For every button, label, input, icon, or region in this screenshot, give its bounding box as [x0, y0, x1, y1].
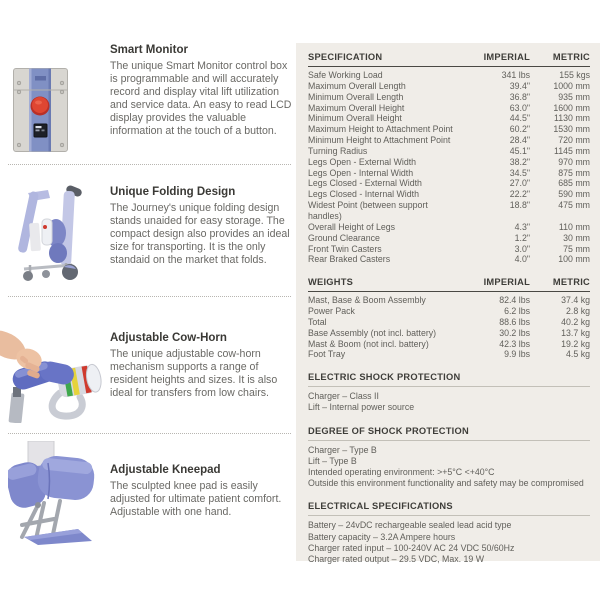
spec-cell-lbl: Minimum Height to Attachment Point [308, 135, 451, 146]
spec-line: Charger – Class II [308, 391, 379, 402]
spec-cell-imp: 45.1" [509, 145, 530, 156]
spec-row [308, 295, 590, 306]
spec-row [308, 339, 590, 350]
table-header-specification: SPECIFICATION [308, 52, 383, 62]
table-header-weights: WEIGHTS [308, 277, 354, 288]
spec-cell-lbl: Legs Closed - Internal Width [308, 189, 419, 200]
spec-cell-imp: 82.4 lbs [499, 295, 530, 306]
spec-cell-lbl: Mast, Base & Boom Assembly [308, 295, 426, 306]
spec-cell-imp: 30.2 lbs [499, 327, 530, 338]
spec-row [308, 92, 590, 103]
spec-cell-met: 1145 mm [553, 145, 590, 156]
spec-cell-met: 685 mm [558, 178, 590, 189]
spec-cell-met: 40.2 kg [561, 316, 590, 327]
feature-adjustable-cow-horn [110, 332, 293, 400]
spec-cell-met: 970 mm [558, 156, 590, 167]
spec-cell-imp: 4.0" [514, 254, 530, 265]
spec-cell-met: 1530 mm [553, 124, 590, 135]
spec-row [308, 124, 590, 135]
spec-cell-imp: 38.2" [509, 156, 530, 167]
spec-cell-lbl: Overall Height of Legs [308, 221, 396, 232]
feature-smart-monitor [110, 44, 293, 139]
cow-horn-photo [0, 319, 106, 423]
spec-cell-lbl: Rear Braked Casters [308, 254, 391, 265]
spec-row [308, 157, 590, 168]
spec-cell-imp: 3.0" [514, 243, 530, 254]
spec-cell-lbl: Mast & Boom (not incl. battery) [308, 338, 429, 349]
spec-cell-met: 19.2 kg [561, 338, 590, 349]
smart-monitor-photo [13, 68, 68, 152]
spec-cell-imp: 63.0" [509, 102, 530, 113]
spec-row [308, 113, 590, 124]
spec-cell-met: 1130 mm [553, 113, 590, 124]
spec-cell-lbl: Legs Closed - External Width [308, 178, 422, 189]
spec-cell-lbl: Minimum Overall Height [308, 113, 402, 124]
spec-row [308, 349, 590, 360]
spec-rows [308, 292, 590, 360]
spec-cell-imp: 88.6 lbs [499, 316, 530, 327]
spec-cell-lbl: Foot Tray [308, 349, 346, 360]
spec-cell-lbl: Maximum Overall Height [308, 102, 405, 113]
spec-cell-imp: 34.5" [509, 167, 530, 178]
feature-description: The Journey's unique folding design stands unaided for easy storage. The compact design also provides an ideal size for transporting. It is the only standaid on the market that folds. [110, 202, 290, 267]
column-header-imperial: IMPERIAL [483, 277, 530, 288]
spec-cell-lbl: Maximum Overall Length [308, 80, 406, 91]
spec-line: Outside this environment functionality and safety may be compromised [308, 478, 584, 489]
spec-cell-imp: 18.8" [509, 200, 530, 211]
spec-line: Charger – Type B [308, 444, 377, 455]
spec-line: Charger rated input – 100-240V AC 24 VDC 50/60Hz [308, 542, 515, 553]
spec-cell-imp: 60.2" [509, 124, 530, 135]
feature-title: Smart Monitor [110, 44, 188, 56]
spec-row [308, 233, 590, 244]
spec-row [308, 70, 590, 81]
spec-cell-met: 2.8 kg [566, 306, 590, 317]
spec-table-specification [308, 52, 590, 265]
feature-description: The unique Smart Monitor control box is programmable and will accurately record and display vital lift utilization and service data. An easy to read LCD display provides the valuable information at the touch of a button. [110, 60, 292, 138]
spec-cell-imp: 44.5" [509, 113, 530, 124]
spec-cell-imp: 22.2" [509, 189, 530, 200]
spec-cell-lbl: Safe Working Load [308, 70, 383, 80]
spec-row [308, 244, 590, 255]
smart-monitor-control-box-image [13, 68, 68, 152]
folded-lift-image [8, 181, 86, 283]
feature-adjustable-kneepad [110, 464, 293, 519]
column-header-metric: METRIC [552, 52, 590, 62]
spec-row [308, 328, 590, 339]
section-lines [308, 441, 590, 490]
spec-cell-lbl: Ground Clearance [308, 232, 380, 243]
kneepad-photo [8, 441, 100, 545]
spec-cell-lbl: Maximum Height to Attachment Point [308, 124, 453, 135]
spec-row [308, 146, 590, 157]
spec-cell-met: 110 mm [558, 221, 590, 232]
feature-description: The sculpted knee pad is easily adjusted for ultimate patient comfort. Adjustable with one hand. [110, 480, 282, 519]
spec-cell-imp: 39.4" [509, 80, 530, 91]
spec-cell-imp: 341 lbs [501, 70, 530, 80]
spec-cell-lbl: Widest Point (between support handles) [308, 200, 428, 221]
spec-cell-met: 30 mm [563, 232, 590, 243]
spec-cell-met: 590 mm [558, 189, 590, 200]
column-header-metric: METRIC [552, 277, 590, 288]
spec-row [308, 306, 590, 317]
feature-title: Unique Folding Design [110, 186, 236, 198]
spec-cell-imp: 9.9 lbs [504, 349, 530, 360]
spec-row [308, 178, 590, 189]
spec-cell-imp: 27.0" [509, 178, 530, 189]
spec-row [308, 103, 590, 114]
spec-cell-met: 1600 mm [553, 102, 590, 113]
feature-description: The unique adjustable cow-horn mechanism supports a range of resident heights and sizes. It is also ideal for transfers from low chairs. [110, 348, 278, 400]
specification-panel [296, 43, 600, 565]
section-degree-of-shock-protection [308, 426, 590, 490]
feature-title: Adjustable Kneepad [110, 464, 221, 476]
spec-row [308, 189, 590, 200]
spec-row [308, 222, 590, 233]
spec-cell-met: 475 mm [558, 200, 590, 211]
spec-cell-met: 1000 mm [553, 80, 590, 91]
folded-lift-photo [8, 181, 86, 283]
spec-row [308, 81, 590, 92]
spec-cell-lbl: Legs Open - External Width [308, 156, 417, 167]
spec-line: Lift – Internal power source [308, 402, 415, 413]
spec-cell-met: 13.7 kg [561, 327, 590, 338]
spec-cell-met: 100 mm [558, 254, 590, 265]
kneepad-image [8, 441, 100, 545]
spec-cell-lbl: Minimum Overall Length [308, 91, 404, 102]
spec-cell-imp: 6.2 lbs [504, 306, 530, 317]
section-lines [308, 387, 590, 413]
spec-row [308, 317, 590, 328]
column-header-imperial: IMPERIAL [483, 52, 530, 62]
spec-cell-lbl: Legs Open - Internal Width [308, 167, 414, 178]
spec-cell-lbl: Base Assembly (not incl. battery) [308, 327, 437, 338]
spec-line: Charger rated output – 29.5 VDC, Max. 19 W [308, 554, 485, 565]
spec-cell-lbl: Turning Radius [308, 145, 368, 156]
spec-cell-lbl: Front Twin Casters [308, 243, 382, 254]
spec-cell-met: 4.5 kg [566, 349, 590, 360]
spec-cell-imp: 42.3 lbs [499, 338, 530, 349]
feature-title: Adjustable Cow-Horn [110, 332, 227, 344]
section-header: ELECTRICAL SPECIFICATIONS [308, 501, 453, 512]
dotted-divider [8, 433, 291, 434]
spec-cell-met: 155 kgs [559, 70, 590, 80]
feature-unique-folding-design [110, 186, 293, 267]
section-header: DEGREE OF SHOCK PROTECTION [308, 425, 469, 436]
spec-cell-met: 75 mm [563, 243, 590, 254]
spec-cell-met: 875 mm [558, 167, 590, 178]
spec-rows [308, 67, 590, 265]
spec-line: Battery – 24vDC rechargeable sealed lead acid type [308, 520, 512, 531]
spec-row [308, 168, 590, 179]
section-header-row [308, 426, 590, 441]
spec-line: Intended operating environment: >+5°C <+40°C [308, 467, 495, 478]
section-electric-shock-protection [308, 372, 590, 413]
spec-cell-lbl: Total [308, 316, 327, 327]
table-header-row [308, 52, 590, 67]
spec-cell-met: 37.4 kg [561, 295, 590, 306]
spec-cell-imp: 1.2" [514, 232, 530, 243]
cow-horn-adjustment-image [0, 319, 106, 423]
spec-row [308, 200, 590, 222]
spec-cell-lbl: Power Pack [308, 306, 355, 317]
spec-table-weights [308, 277, 590, 360]
spec-cell-met: 720 mm [558, 135, 590, 146]
spec-cell-imp: 28.4" [509, 135, 530, 146]
section-header: ELECTRIC SHOCK PROTECTION [308, 372, 461, 383]
spec-cell-imp: 4.3" [514, 221, 530, 232]
section-electrical-specifications [308, 501, 590, 565]
section-header-row [308, 501, 590, 516]
spec-row [308, 254, 590, 265]
section-lines [308, 516, 590, 565]
table-header-row [308, 277, 590, 292]
section-header-row [308, 372, 590, 387]
spec-cell-met: 935 mm [558, 91, 590, 102]
spec-line: Lift – Type B [308, 455, 357, 466]
spec-row [308, 135, 590, 146]
spec-line: Battery capacity – 3.2A Ampere hours [308, 531, 456, 542]
dotted-divider [8, 296, 291, 297]
spec-cell-imp: 36.8" [509, 91, 530, 102]
dotted-divider [8, 164, 291, 165]
